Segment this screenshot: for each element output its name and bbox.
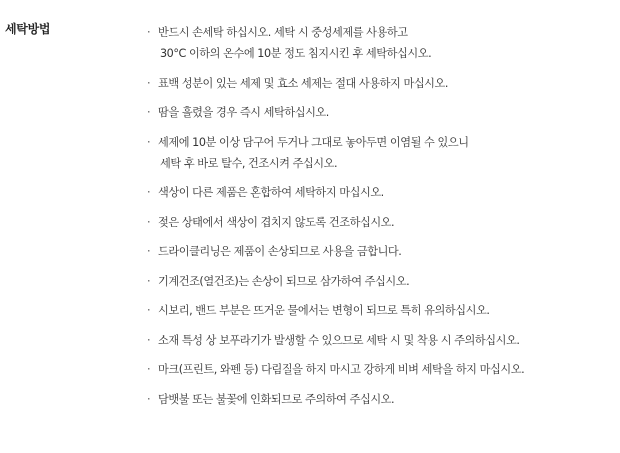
bullet-dot-icon: · xyxy=(147,274,151,288)
instruction-text-line: 30°C 이하의 온수에 10분 정도 침지시킨 후 세탁하십시오. xyxy=(160,47,432,60)
instruction-text-line: 표백 성분이 있는 세제 및 효소 세제는 절대 사용하지 마십시오. xyxy=(158,76,448,90)
list-item xyxy=(147,132,615,174)
list-item xyxy=(147,359,615,380)
list-item xyxy=(147,102,615,123)
list-item xyxy=(147,330,615,351)
instruction-text-line: 소재 특성 상 보푸라기가 발생할 수 있으므로 세탁 시 및 착용 시 주의하십시오. xyxy=(158,333,520,347)
bullet-dot-icon: · xyxy=(147,392,151,406)
instruction-text-line: 세제에 10분 이상 담구어 두거나 그대로 놓아두면 이염될 수 있으니 xyxy=(158,135,469,149)
bullet-dot-icon: · xyxy=(147,76,151,90)
instruction-text-line: 드라이클리닝은 제품이 손상되므로 사용을 금합니다. xyxy=(158,245,402,258)
section-label: 세탁방법 xyxy=(5,22,51,36)
bullet-dot-icon: · xyxy=(147,245,151,258)
instruction-text-line: 기계건조(열건조)는 손상이 되므로 삼가하여 주십시오. xyxy=(158,274,410,288)
list-item xyxy=(147,300,615,321)
list-item xyxy=(147,22,615,64)
instruction-text-line: 시보리, 밴드 부분은 뜨거운 물에서는 변형이 되므로 특히 유의하십시오. xyxy=(158,304,490,317)
list-item xyxy=(147,241,615,262)
instruction-text-line: 땀을 흘렸을 경우 즉시 세탁하십시오. xyxy=(158,106,329,119)
list-item xyxy=(147,182,615,203)
bullet-dot-icon: · xyxy=(147,26,151,39)
bullet-dot-icon: · xyxy=(147,106,151,119)
bullet-dot-icon: · xyxy=(147,186,151,199)
bullet-dot-icon: · xyxy=(147,363,151,376)
instruction-text-line: 담뱃불 또는 불꽃에 인화되므로 주의하여 주십시오. xyxy=(158,392,395,406)
bullet-dot-icon: · xyxy=(147,333,151,347)
list-item xyxy=(147,389,615,410)
care-instruction-list xyxy=(147,22,615,418)
bullet-dot-icon: · xyxy=(147,135,151,149)
bullet-dot-icon: · xyxy=(147,304,151,317)
instruction-text-line: 색상이 다른 제품은 혼합하여 세탁하지 마십시오. xyxy=(158,186,384,199)
bullet-dot-icon: · xyxy=(147,215,151,229)
instruction-text-line: 반드시 손세탁 하십시오. 세탁 시 중성세제를 사용하고 xyxy=(158,26,408,39)
instruction-text-line: 세탁 후 바로 탈수, 건조시켜 주십시오. xyxy=(160,156,338,170)
list-item xyxy=(147,212,615,233)
instruction-text-line: 젖은 상태에서 색상이 겹치지 않도록 건조하십시오. xyxy=(158,215,395,229)
list-item xyxy=(147,73,615,94)
list-item xyxy=(147,271,615,292)
instruction-text-line: 마크(프린트, 와펜 등) 다림질을 하지 마시고 강하게 비벼 세탁을 하지 마십시오. xyxy=(158,363,525,376)
